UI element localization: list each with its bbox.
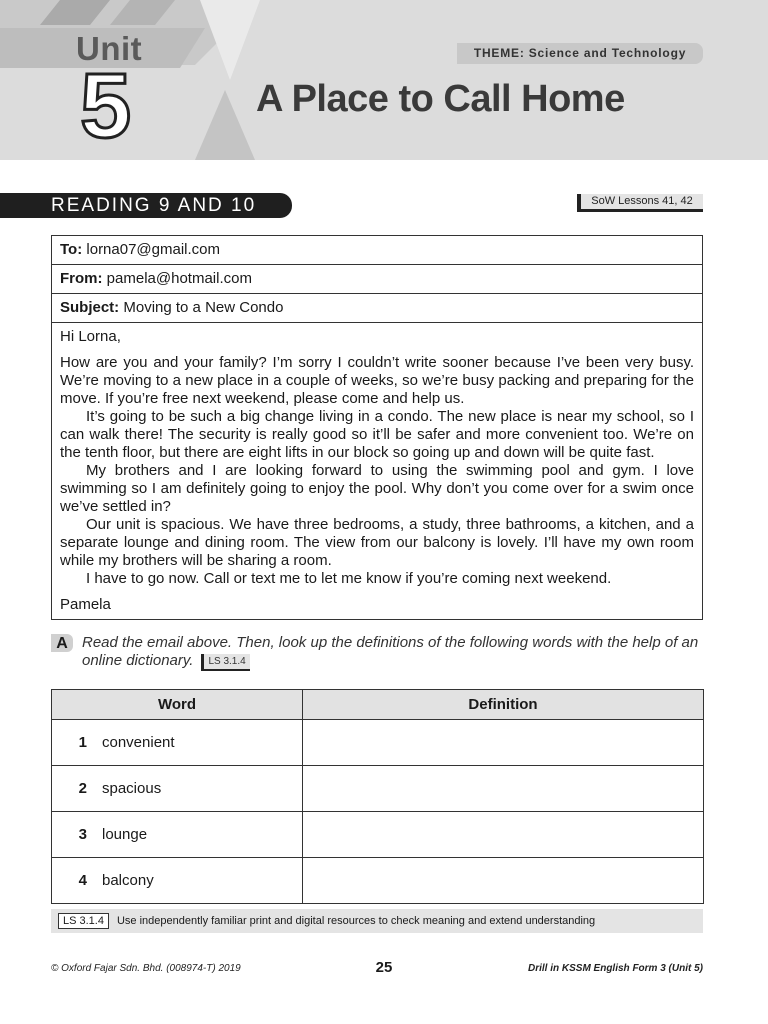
email-paragraph: Our unit is spacious. We have three bedrooms, a study, three bathrooms, a kitchen, and a separate lounge and dining room. The view from our balcony is lovely. I’ll have my own room while my brothers will be sharing a room. xyxy=(60,516,694,569)
theme-label: THEME: Science and Technology xyxy=(457,43,703,64)
table-row xyxy=(52,812,704,858)
email-from-row xyxy=(52,265,702,294)
word-text: lounge xyxy=(102,826,148,843)
sow-lessons-tag: SoW Lessons 41, 42 xyxy=(577,194,703,212)
email-box xyxy=(51,235,703,620)
email-paragraph: How are you and your family? I’m sorry I couldn’t write sooner because I’ve been very busy. We’re moving to a new place in a couple of weeks, so we’re busy packing and preparing for the move. If you’re free next weekend, please come and help us. xyxy=(60,354,694,407)
email-body xyxy=(52,323,702,619)
email-subject-value: Moving to a New Condo xyxy=(123,299,284,316)
word-cell xyxy=(52,720,303,766)
definition-cell[interactable] xyxy=(303,766,704,812)
definition-cell[interactable] xyxy=(303,812,704,858)
email-to-row xyxy=(52,236,702,265)
email-paragraph: It’s going to be such a big change living in a condo. The new place is near my school, so I can walk there! The security is really good so it’ll be safer and more convenient too. We’re on the tenth floor, but there are eight lifts in our block so going up and down will be quite fast. xyxy=(60,408,694,461)
word-text: convenient xyxy=(102,734,175,751)
word-cell xyxy=(52,766,303,812)
table-header-row xyxy=(52,690,704,720)
header-banner xyxy=(0,0,768,160)
definition-cell[interactable] xyxy=(303,720,704,766)
unit-number: 5 xyxy=(80,55,132,157)
email-from-value: pamela@hotmail.com xyxy=(106,270,252,287)
table-row xyxy=(52,720,704,766)
activity-instruction-text: Read the email above. Then, look up the definitions of the following words with the help of an online dictionary. xyxy=(82,634,699,669)
word-number: 1 xyxy=(78,734,87,751)
email-paragraph: I have to go now. Call or text me to let me know if you’re coming next weekend. xyxy=(86,570,612,587)
table-row xyxy=(52,858,704,904)
footer-copyright: © Oxford Fajar Sdn. Bhd. (008974-T) 2019 xyxy=(51,963,241,974)
activity-instruction xyxy=(82,634,702,671)
table-row xyxy=(52,766,704,812)
email-greeting: Hi Lorna, xyxy=(60,328,121,345)
email-signature: Pamela xyxy=(60,596,111,613)
word-number: 4 xyxy=(78,872,87,889)
email-to-label: To: xyxy=(60,241,83,258)
word-text: spacious xyxy=(102,780,162,797)
word-cell xyxy=(52,812,303,858)
email-paragraph: My brothers and I are looking forward to using the swimming pool and gym. I love swimming so I am definitely going to enjoy the pool. Why don’t you come over for a swim once we’ve settled in? xyxy=(60,462,694,515)
unit-label: Unit xyxy=(76,30,143,67)
email-to-value: lorna07@gmail.com xyxy=(86,241,221,258)
email-subject-label: Subject: xyxy=(60,299,120,316)
section-heading: READING 9 AND 10 xyxy=(0,193,292,218)
page-number: 25 xyxy=(375,959,393,976)
learning-standard-note xyxy=(51,909,703,933)
word-cell xyxy=(52,858,303,904)
word-number: 3 xyxy=(78,826,87,843)
email-subject-row xyxy=(52,294,702,323)
column-header-definition: Definition xyxy=(303,690,704,720)
definition-cell[interactable] xyxy=(303,858,704,904)
activity-badge: A xyxy=(51,634,73,652)
ls-tag: LS 3.1.4 xyxy=(201,654,249,671)
footer-book-title: Drill in KSSM English Form 3 (Unit 5) xyxy=(527,963,703,974)
ls-note-text: Use independently familiar print and digital resources to check meaning and extend understanding xyxy=(116,915,596,927)
ls-note-code: LS 3.1.4 xyxy=(58,913,109,929)
definition-table xyxy=(51,689,704,904)
column-header-word: Word xyxy=(52,690,303,720)
email-from-label: From: xyxy=(60,270,103,287)
word-number: 2 xyxy=(78,780,87,797)
word-text: balcony xyxy=(102,872,154,889)
unit-title: A Place to Call Home xyxy=(256,78,625,120)
